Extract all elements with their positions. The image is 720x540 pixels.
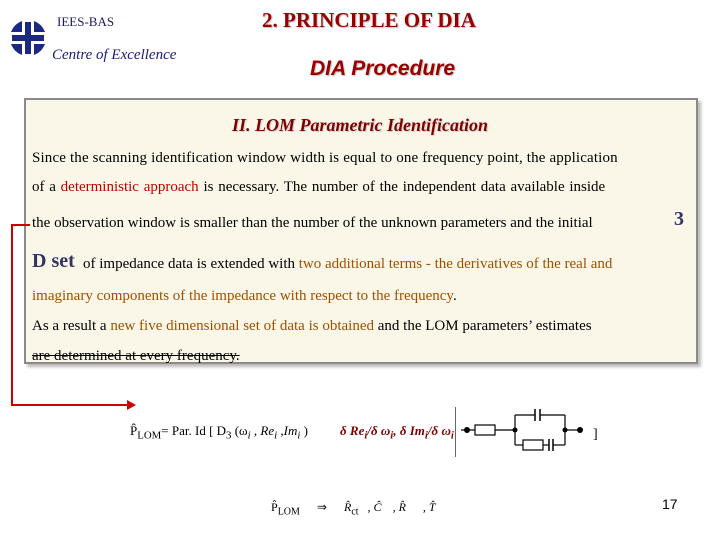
paragraph-line-1: Since the scanning identification window width is equal to one frequency point, the application — [32, 150, 618, 166]
closing-bracket: ] — [593, 427, 598, 442]
lom-parameters-result: $P̂_{LOM}$ ⇒ $R̂_{ct}$ , Ĉ , R̂ , T̂ — [271, 500, 436, 518]
dimension-number: 3 — [674, 208, 684, 230]
dataset-label: D set — [32, 250, 75, 272]
derivative-terms: δ $Re_i/\delta$ $\omega_i$, δ $Im_i/\delta$ $\omega_i$ — [340, 423, 454, 442]
identification-formula: $P̂_{LOM}=$ Par. Id [ $D_3$ ($\omega_i$ , $Re_i$ $,Im_i$ ) — [130, 423, 308, 442]
page-title: 2. PRINCIPLE OF DIA — [262, 8, 476, 32]
equivalent-circuit-icon — [455, 405, 590, 460]
paragraph-line-6: As a result a new five dimensional set of data is obtained and the LOM parameters’ estimates — [32, 318, 592, 334]
institution-label: IEES-BAS — [57, 14, 115, 29]
paragraph-line-5: imaginary components of the impedance with respect to the frequency. — [32, 288, 457, 304]
page-number: 17 — [662, 496, 678, 512]
page-subtitle: DIA Procedure — [310, 57, 456, 80]
section-title: II. LOM Parametric Identification — [232, 115, 488, 135]
centre-of-excellence-label: Centre of Excellence — [52, 47, 177, 63]
paragraph-line-2: of a deterministic approach is necessary. The number of the independent data available inside — [32, 179, 606, 195]
paragraph-line-3: the observation window is smaller than the number of the unknown parameters and the initial — [32, 215, 593, 231]
paragraph-line-4: of impedance data is extended with two additional terms - the derivatives of the real and — [83, 256, 613, 272]
paragraph-line-7: are determined at every frequency. — [32, 348, 240, 364]
